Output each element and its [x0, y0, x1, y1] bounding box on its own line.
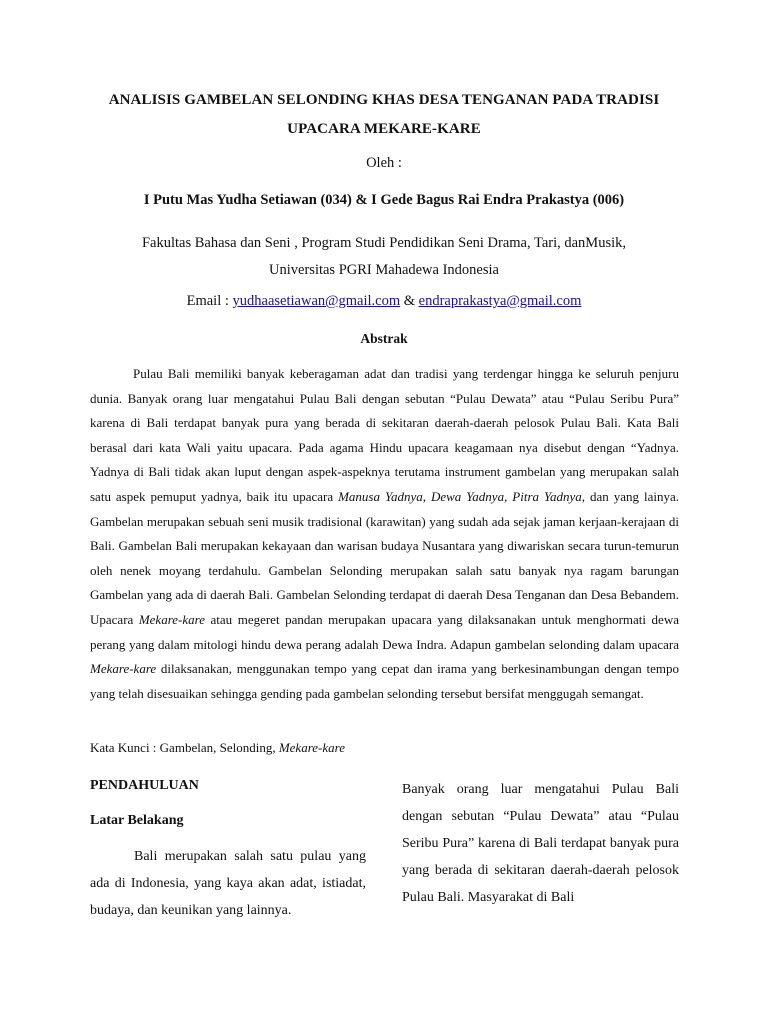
- right-column: [402, 776, 679, 911]
- title-line-2: UPACARA MEKARE-KARE: [287, 121, 481, 137]
- author-list: I Putu Mas Yudha Setiawan (034) & I Gede Bagus Rai Endra Prakastya (006): [143, 192, 625, 208]
- section-heading: PENDAHULUAN: [90, 778, 199, 793]
- email-label: Email :: [186, 293, 233, 309]
- abstract-text-4: dilaksanakan, menggunakan tempo yang cepat dan irama yang berkesinambungan dengan tempo yang telah disesuaikan sehingga gending pada gambelan selonding tersebut bersifat menggugah semangat.: [90, 661, 679, 701]
- keywords-italic: Mekare-kare: [278, 740, 345, 755]
- abstract-text-3: atau megeret pandan merupakan upacara yang dilaksanakan untuk menghormati dewa perang yang dalam mitologi hindu dewa perang adalah Dewa Indra. Adapun gambelan selonding dalam upacara: [90, 611, 679, 652]
- left-paragraph: Bali merupakan salah satu pulau yang ada di Indonesia, yang kaya akan adat, istiadat, budaya, dan keunikan yang lainnya.: [90, 849, 366, 918]
- title-line-1: ANALISIS GAMBELAN SELONDING KHAS DESA TENGANAN PADA TRADISI: [108, 92, 660, 108]
- abstract-heading: Abstrak: [360, 331, 408, 346]
- abstract-body: [90, 362, 679, 706]
- right-paragraph: Banyak orang luar mengatahui Pulau Bali dengan sebutan “Pulau Dewata” atau “Pulau Seribu Pura” karena di Bali terdapat banyak pura yang berada di sekitaran daerah-daerah pelosok Pulau Bali. Masyarakat di Bali: [402, 782, 679, 905]
- abstract-italic-1: Manusa Yadnya, Dewa Yadnya, Pitra Yadnya: [338, 488, 582, 504]
- paper-title: [60, 86, 708, 144]
- abstract-text-1: Pulau Bali memiliki banyak keberagaman adat dan tradisi yang terdengar hingga ke seluruh penjuru dunia. Banyak orang luar mengatahui Pulau Bali dengan sebutan “Pulau Dewata” atau “Pulau Seribu Pura” karena di Bali terdapat banyak pura yang berada di sekitaran daerah-daerah pelosok Pulau Bali. Kata Bali berasal dari kata Wali yaitu upacara. Pada agama Hindu upacara keagamaan nya disebut dengan “Yadnya. Yadnya di Bali tidak akan luput dengan aspek-aspeknya terutama instrument gambelan yang merupakan salah satu aspek pemuput yadnya, baik itu upacara: [90, 366, 679, 504]
- email-link-2[interactable]: endraprakastya@gmail.com: [418, 293, 582, 309]
- abstract-italic-3: Mekare-kare: [90, 661, 157, 677]
- email-line: [0, 293, 768, 310]
- affiliation: [0, 230, 768, 284]
- abstract-italic-2: Mekare-kare: [138, 611, 205, 627]
- email-link-1[interactable]: yudhaasetiawan@gmail.com: [232, 293, 401, 309]
- affiliation-line-1: Fakultas Bahasa dan Seni , Program Studi Pendidikan Seni Drama, Tari, danMusik,: [141, 235, 626, 251]
- email-separator: &: [400, 293, 419, 309]
- oleh-label: Oleh :: [366, 155, 402, 171]
- subsection-heading: Latar Belakang: [90, 813, 184, 828]
- keywords: [90, 740, 345, 756]
- affiliation-line-2: Universitas PGRI Mahadewa Indonesia: [269, 262, 499, 278]
- left-column: [90, 778, 366, 924]
- keywords-label: Kata Kunci : Gambelan, Selonding,: [90, 740, 279, 755]
- abstract-text-2: , dan yang lainya. Gambelan merupakan sebuah seni musik tradisional (karawitan) yang sudah ada sejak jaman kerjaan-kerajaan di Bali. Gambelan Bali merupakan kekayaan dan warisan budaya Nusantara yang diwariskan secara turun-temurun oleh nenek moyang terdahulu. Gambelan Selonding merupakan salah satu banyak nya ragam barungan Gambelan yang ada di daerah Bali. Gambelan Selonding terdapat di daerah Desa Tenganan dan Desa Bebandem. Upacara: [90, 488, 679, 627]
